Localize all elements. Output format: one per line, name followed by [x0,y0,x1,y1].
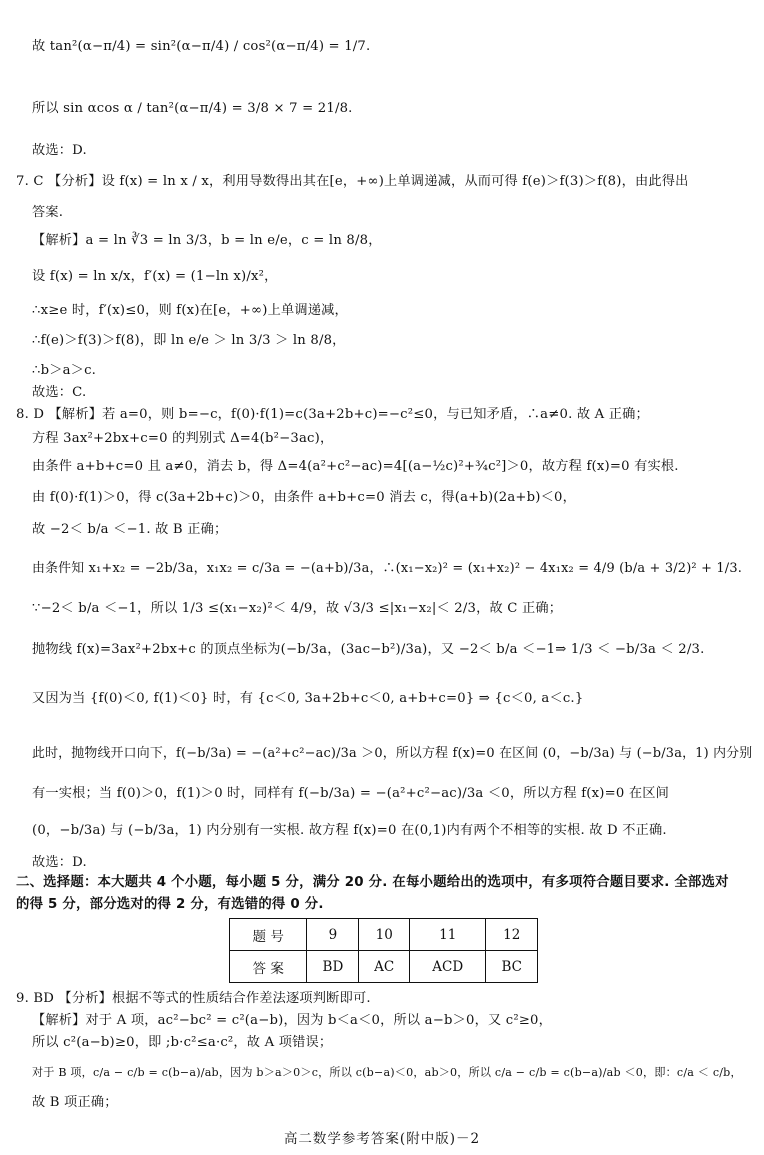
table-cell: 10 [359,919,410,951]
text-line: 故选：C. [32,385,87,400]
text-line: 【解析】a = ln ∛3 = ln 3/3，b = ln e/e，c = ln 8/8， [32,233,382,248]
text-line: 设 f(x) = ln x/x，f′(x) = (1−ln x)/x²， [32,269,278,284]
section-heading: 二、选择题：本大题共 4 个小题，每小题 5 分，满分 20 分. 在每小题给出的选项中，有多项符合题目要求. 全部选对 [16,875,729,890]
text-line: 故 tan²(α−π/4) = sin²(α−π/4) / cos²(α−π/4) = 1/7. [32,39,371,54]
text-line: 对于 B 项，c/a − c/b = c(b−a)/ab，因为 b＞a＞0＞c，所以 c(b−a)＜0，ab＞0，所以 c/a − c/b = c(b−a)/ab ＜0，即：c/a ＜ c/b， [32,1066,742,1079]
text-line: ∵−2＜ b/a ＜−1，所以 1/3 ≤(x₁−x₂)²＜ 4/9，故 √3/3 ≤|x₁−x₂|＜ 2/3，故 C 正确； [32,601,563,616]
table-cell: BD [307,951,359,983]
text-line: 答案. [32,205,64,220]
text-line: 此时，抛物线开口向下，f(−b/3a) = −(a²+c²−ac)/3a ＞0，所以方程 f(x)=0 在区间 (0，−b/3a) 与 (−b/3a，1) 内分别 [32,746,753,761]
text-line: 由 f(0)·f(1)＞0，得 c(3a+2b+c)＞0，由条件 a+b+c=0 消去 c，得(a+b)(2a+b)＜0， [32,490,576,505]
page-footer: 高二数学参考答案(附中版)－2 [283,1131,481,1147]
question-8-heading: 8. D 【解析】若 a=0，则 b=−c，f(0)·f(1)=c(3a+2b+c)=−c²≤0，与已知矛盾，∴a≠0. 故 A 正确； [16,407,649,422]
table-row [230,951,538,983]
table-cell: ACD [409,951,485,983]
table-cell: 9 [307,919,359,951]
text-line: 故选：D. [32,143,87,158]
text-line: 有一实根；当 f(0)＞0，f(1)＞0 时，同样有 f(−b/3a) = −(a²+c²−ac)/3a ＜0，所以方程 f(x)=0 在区间 [32,786,669,801]
table-cell: 答 案 [230,951,307,983]
table-cell: BC [486,951,538,983]
text-line: 所以 c²(a−b)≥0，即 ;b·c²≤a·c²，故 A 项错误； [32,1035,333,1050]
text-line: 抛物线 f(x)=3ax²+2bx+c 的顶点坐标为(−b/3a，(3ac−b²)/3a)，又 −2＜ b/a ＜−1⇒ 1/3 ＜ −b/3a ＜ 2/3. [32,642,705,657]
text-line: 故 B 项正确； [32,1095,118,1110]
section-heading: 的得 5 分，部分选对的得 2 分，有选错的得 0 分. [16,897,324,912]
question-9-heading: 9. BD 【分析】根据不等式的性质结合作差法逐项判断即可. [16,991,371,1006]
text-line: ∴f(e)＞f(3)＞f(8)，即 ln e/e ＞ ln 3/3 ＞ ln 8/8， [32,333,346,348]
text-line: 故 −2＜ b/a ＜−1. 故 B 正确； [32,522,228,537]
table-cell: 题 号 [230,919,307,951]
question-7-heading: 7. C 【分析】设 f(x) = ln x / x，利用导数得出其在[e，+∞)上单调递减，从而可得 f(e)＞f(3)＞f(8)，由此得出 [16,174,689,189]
text-line: 【解析】对于 A 项，ac²−bc² = c²(a−b)，因为 b＜a＜0，所以 a−b＞0，又 c²≥0， [32,1013,553,1028]
answer-table [229,918,538,983]
table-cell: 12 [486,919,538,951]
text-line: (0，−b/3a) 与 (−b/3a，1) 内分别有一实根. 故方程 f(x)=0 在(0,1)内有两个不相等的实根. 故 D 不正确. [32,823,667,838]
text-line: ∴x≥e 时，f′(x)≤0，则 f(x)在[e，+∞)上单调递减， [32,303,348,318]
table-cell: 11 [409,919,485,951]
text-line: 由条件 a+b+c=0 且 a≠0，消去 b，得 Δ=4(a²+c²−ac)=4[(a−½c)²+¾c²]＞0，故方程 f(x)=0 有实根. [32,459,679,474]
table-cell: AC [359,951,410,983]
text-line: 由条件知 x₁+x₂ = −2b/3a，x₁x₂ = c/3a = −(a+b)/3a，∴(x₁−x₂)² = (x₁+x₂)² − 4x₁x₂ = 4/9 (b/a + 3/2)² + 1/3. [32,561,743,576]
text-line: 方程 3ax²+2bx+c=0 的判别式 Δ=4(b²−3ac)， [32,431,334,446]
text-line: ∴b＞a＞c. [32,363,97,378]
text-line: 故选：D. [32,855,87,870]
text-line: 又因为当 {f(0)＜0, f(1)＜0} 时，有 {c＜0, 3a+2b+c＜0, a+b+c=0} ⇒ {c＜0, a＜c.} [32,691,584,706]
table-row [230,919,538,951]
text-line: 所以 sin αcos α / tan²(α−π/4) = 3/8 × 7 = 21/8. [32,101,353,116]
